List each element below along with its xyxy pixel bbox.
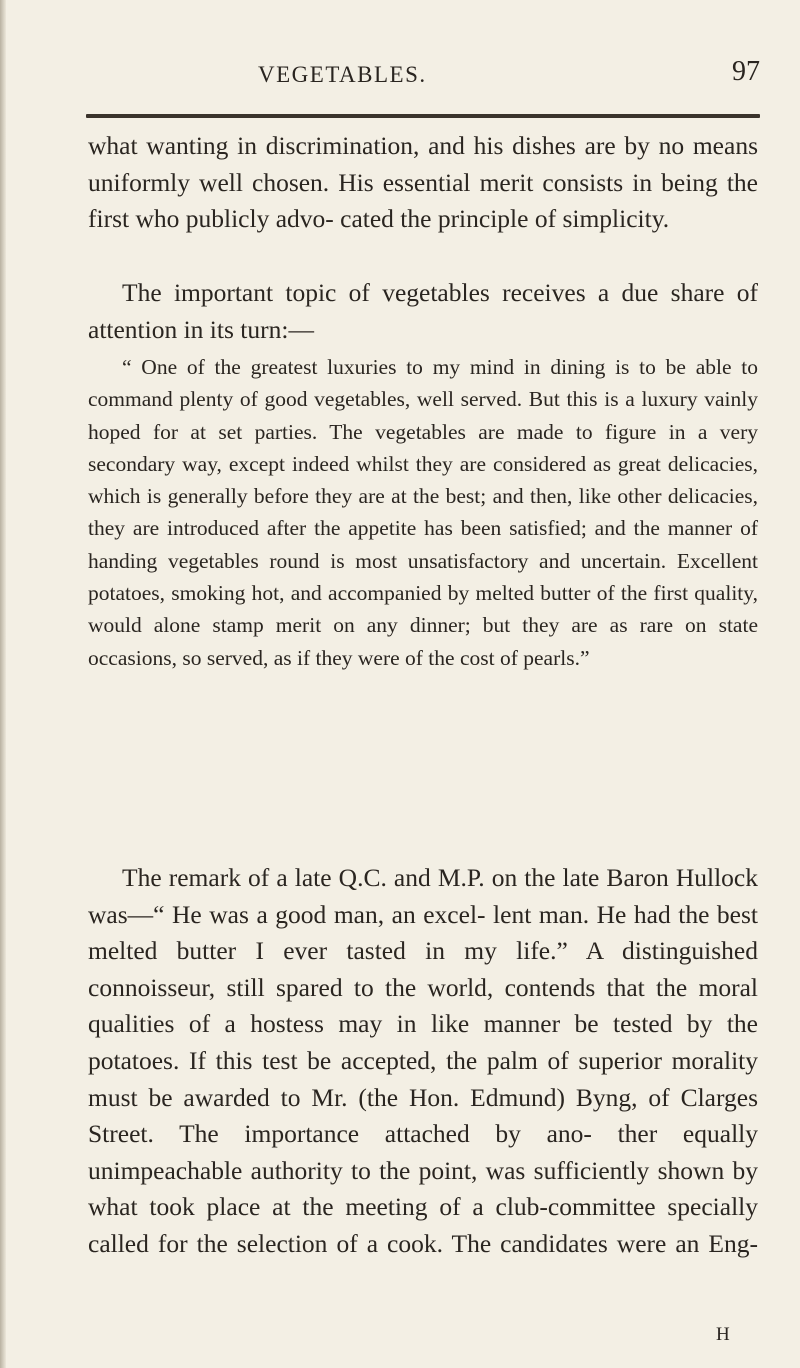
page-number: 97 [732,56,760,87]
header-rule [86,114,760,118]
paragraph-2 [88,275,758,348]
quotation-text: “ One of the greatest luxuries to my mind in dining is to be able to command plenty of good vegetables, well served. But this is a luxury vainly hoped for at set parties. The vegetables are made to figure in a very secondary way, except indeed whilst they are considered as great delicacies, which is generally before they are at the best; and then, like other delicacies, they are introduced after the appetite has been satisfied; and the manner of handing vegetables round is most unsatisfactory and uncertain. Excellent potatoes, smoking hot, and accompanied by melted butter of the first quality, would alone stamp merit on any dinner; but they are as rare on state occasions, so served, as if they were of the cost of pearls.” [88,355,758,670]
quotation-block [88,351,758,674]
paragraph-1 [88,128,758,238]
paragraph-text: The remark of a late Q.C. and M.P. on the late Baron Hullock was—“ He was a good man, an excel- lent man. He had the best melted butter I ever tasted in my life.” A distinguished connoisseur, still spared to the world, contends that the moral qualities of a hostess may in like manner be tested by the potatoes. If this test be accepted, the palm of superior morality must be awarded to Mr. (the Hon. Edmund) Byng, of Clarges Street. The importance attached by ano- ther equally unimpeachable authority to the point, was sufficiently shown by what took place at the meeting of a club-committee specially called for the selection of a cook. The candidates were an Eng- [88,863,758,1258]
paragraph-text: what wanting in discrimination, and his dishes are by no means uniformly well chosen. His essential merit consists in being the first who publicly advo- cated the principle of simplicity. [88,131,758,234]
running-header [86,56,760,96]
running-title: VEGETABLES. [258,62,427,87]
page-binding-edge [0,0,6,1368]
signature-mark: H [716,1324,731,1345]
paragraph-4 [88,860,758,1263]
paragraph-text: The important topic of vegetables receives a due share of attention in its turn:— [88,278,758,344]
